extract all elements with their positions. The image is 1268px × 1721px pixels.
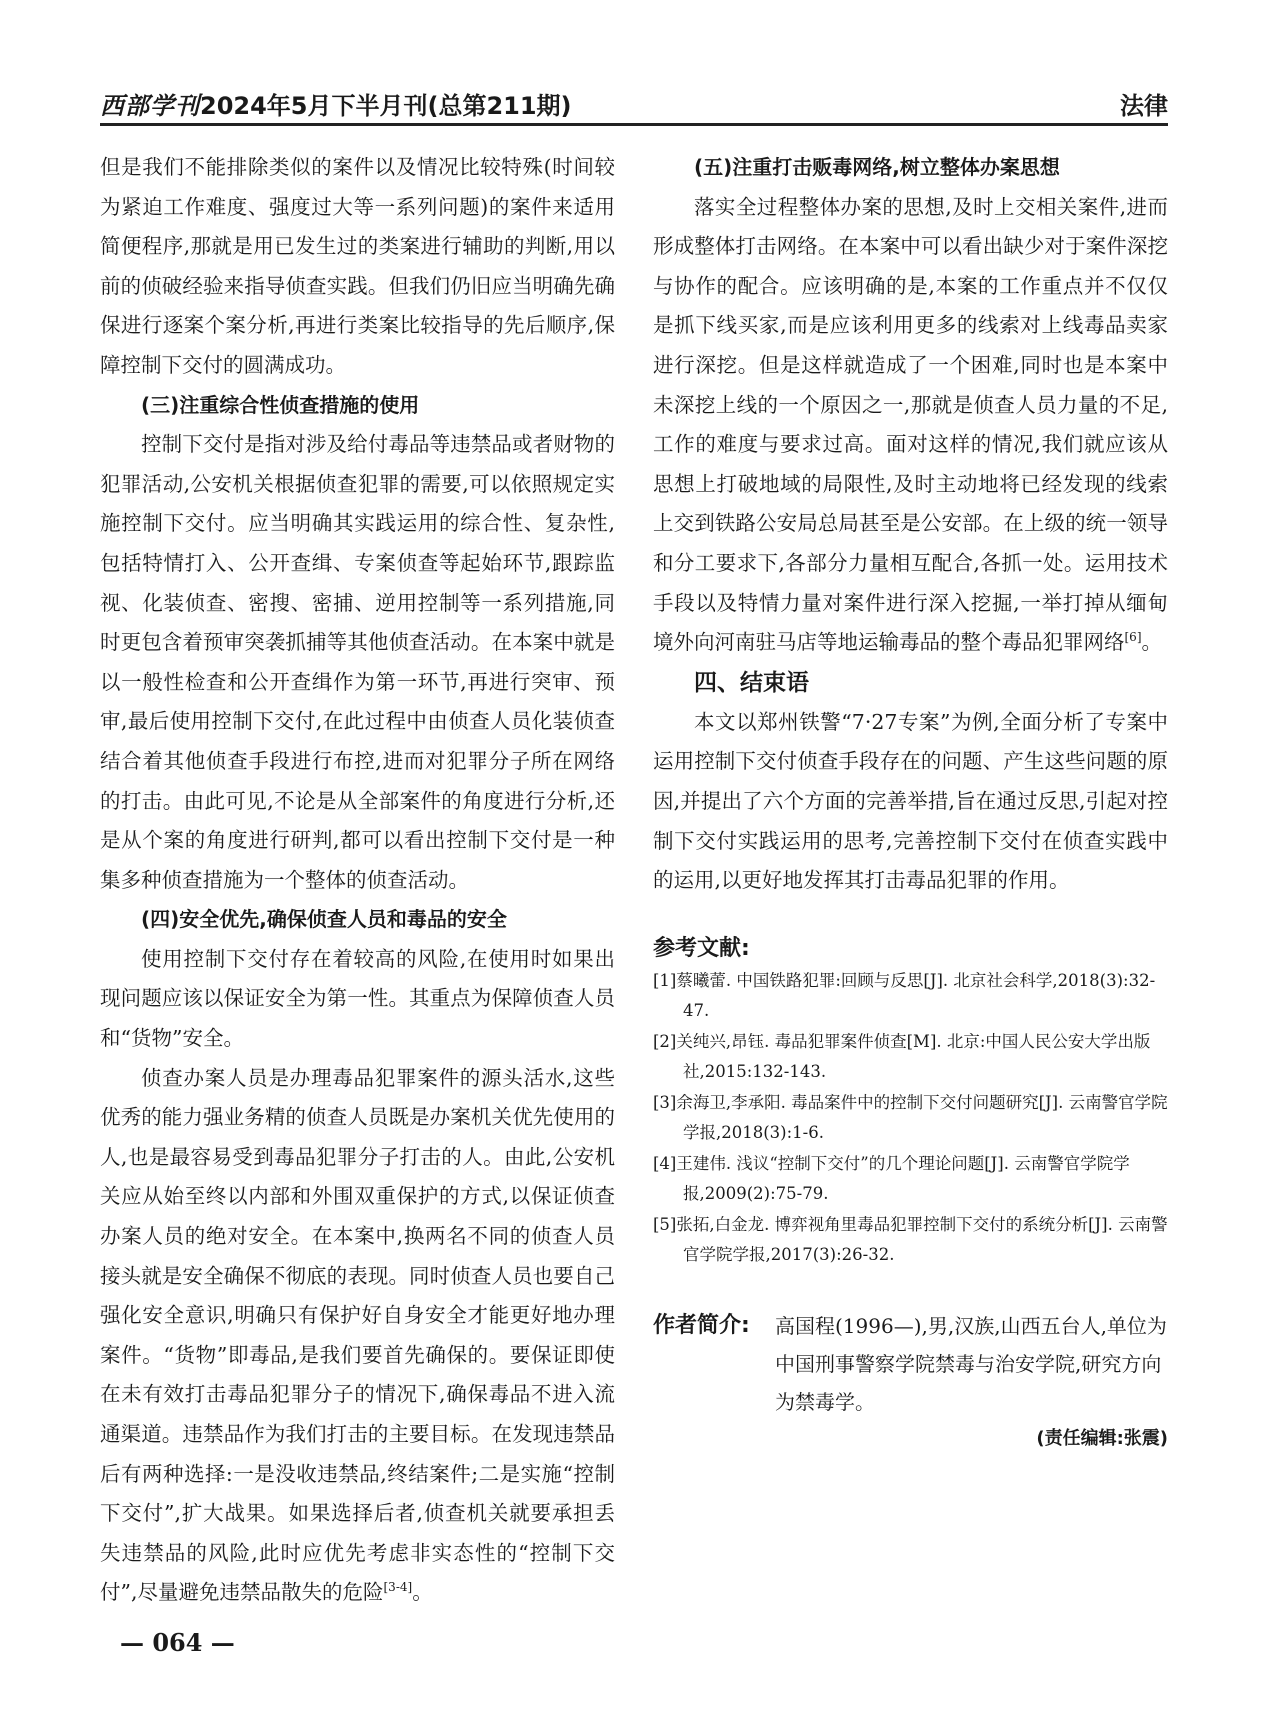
page-header [100,80,1168,120]
citation: [3-4] [383,1580,413,1595]
paragraph: 但是我们不能排除类似的案件以及情况比较特殊(时间较为紧迫工作难度、强度过大等一系列问题)的案件来适用简便程序,那就是用已发生过的类案进行辅助的判断,用以前的侦破经验来指导侦查实践。但我们仍旧应当明确先确保进行逐案个案分析,再进行类案比较指导的先后顺序,保障控制下交付的圆满成功。 [100,155,615,377]
paragraph-end: 。 [412,1580,433,1605]
references-title: 参考文献: [653,935,750,961]
section-heading: (四)安全优先,确保侦查人员和毒品的安全 [141,907,507,932]
right-column [653,148,1168,1457]
page-number: — 064 — [120,1628,235,1657]
author-label: 作者简介: [653,1312,750,1338]
reference-item: [5]张拓,白金龙. 博弈视角里毒品犯罪控制下交付的系统分析[J]. 云南警官学院学报,2017(3):26-32. [653,1214,1168,1265]
paragraph [653,188,1168,663]
issue-info: 2024年5月下半月刊(总第211期) [200,92,572,120]
reference-item: [2]关纯兴,昂钰. 毒品犯罪案件侦查[M]. 北京:中国人民公安大学出版社,2015:132-143. [653,1031,1151,1082]
reference-item: [3]余海卫,李承阳. 毒品案件中的控制下交付问题研究[J]. 云南警官学院学报,2018(3):1-6. [653,1092,1168,1143]
section-label: 法律 [1120,92,1168,120]
journal-logo: 西部学刊 [100,91,200,120]
paragraph: 使用控制下交付存在着较高的风险,在使用时如果出现问题应该以保证安全为第一性。其重点为保障侦查人员和“货物”安全。 [100,946,615,1051]
references-list [653,966,1168,1271]
conclusion-heading: 四、结束语 [694,669,809,696]
header-rule [100,123,1168,126]
paragraph: 控制下交付是指对涉及给付毒品等违禁品或者财物的犯罪活动,公安机关根据侦查犯罪的需要,可以依照规定实施控制下交付。应当明确其实践运用的综合性、复杂性,包括特情打入、公开查缉、专案侦查等起始环节,跟踪监视、化装侦查、密搜、密捕、逆用控制等一系列措施,同时更包含着预审突袭抓捕等其他侦查活动。在本案中就是以一般性检查和公开查缉作为第一环节,再进行突审、预审,最后使用控制下交付,在此过程中由侦查人员化装侦查结合着其他侦查手段进行布控,进而对犯罪分子所在网络的打击。由此可见,不论是从全部案件的角度进行分析,还是从个案的角度进行研判,都可以看出控制下交付是一种集多种侦查措施为一个整体的侦查活动。 [100,432,615,892]
section-heading: (三)注重综合性侦查措施的使用 [141,392,420,417]
left-column [100,148,615,1613]
responsible-editor: (责任编辑:张震) [1036,1427,1168,1449]
reference-item: [1]蔡曦蕾. 中国铁路犯罪:回顾与反思[J]. 北京社会科学,2018(3):32-47. [653,970,1156,1021]
author-text: 高国程(1996—),男,汉族,山西五台人,单位为中国刑事警察学院禁毒与治安学院,研究方向为禁毒学。 [775,1313,1167,1414]
reference-item: [4]王建伟. 浅议“控制下交付”的几个理论问题[J]. 云南警官学院学报,2009(2):75-79. [653,1153,1130,1204]
journal-masthead [100,86,572,121]
citation: [6] [1124,630,1142,645]
paragraph-text: 落实全过程整体办案的思想,及时上交相关案件,进而形成整体打击网络。在本案中可以看出缺少对于案件深挖与协作的配合。应该明确的是,本案的工作重点并不仅仅是抓下线买家,而是应该利用更多的线索对上线毒品卖家进行深挖。但是这样就造成了一个困难,同时也是本案中未深挖上线的一个原因之一,那就是侦查人员力量的不足,工作的难度与要求过高。面对这样的情况,我们就应该从思想上打破地域的局限性,及时主动地将已经发现的线索上交到铁路公安局总局甚至是公安部。在上级的统一领导和分工要求下,各部分力量相互配合,各抓一处。运用技术手段以及特情力量对案件进行深入挖掘,一举打掉从缅甸境外向河南驻马店等地运输毒品的整个毒品犯罪网络 [653,194,1168,655]
section-heading: (五)注重打击贩毒网络,树立整体办案思想 [694,155,1060,179]
author-bio [653,1307,1168,1421]
paragraph-text: 侦查办案人员是办理毒品犯罪案件的源头活水,这些优秀的能力强业务精的侦查人员既是办案机关优先使用的人,也是最容易受到毒品犯罪分子打击的人。由此,公安机关应从始至终以内部和外围双重保护的方式,以保证侦查办案人员的绝对安全。在本案中,换两名不同的侦查人员接头就是安全确保不彻底的表现。同时侦查人员也要自己强化安全意识,明确只有保护好自身安全才能更好地办理案件。“货物”即毒品,是我们要首先确保的。要保证即使在未有效打击毒品犯罪分子的情况下,确保毒品不进入流通渠道。违禁品作为我们打击的主要目标。在发现违禁品后有两种选择:一是没收违禁品,终结案件;二是实施“控制下交付”,扩大战果。如果选择后者,侦查机关就要承担丢失违禁品的风险,此时应优先考虑非实态性的“控制下交付”,尽量避免违禁品散失的危险 [100,1065,615,1605]
paragraph [100,1059,615,1613]
paragraph-end: 。 [1141,630,1162,655]
paragraph: 本文以郑州铁警“7·27专案”为例,全面分析了专案中运用控制下交付侦查手段存在的问题、产生这些问题的原因,并提出了六个方面的完善举措,旨在通过反思,引起对控制下交付实践运用的思考,完善控制下交付在侦查实践中的运用,以更好地发挥其打击毒品犯罪的作用。 [653,709,1168,893]
